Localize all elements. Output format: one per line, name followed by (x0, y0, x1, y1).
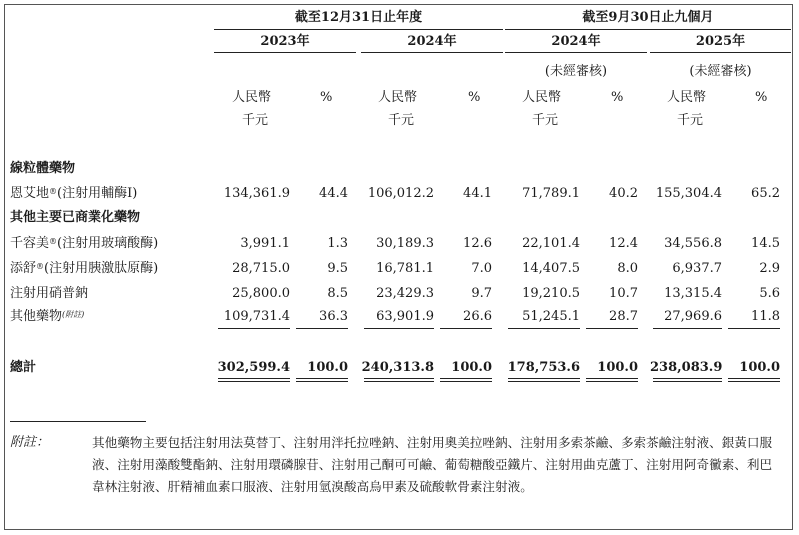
total-rule (508, 381, 580, 382)
cell-value: 28.7 (609, 309, 638, 324)
total-value: 302,599.4 (217, 360, 290, 375)
section-title: 線粒體藥物 (10, 161, 76, 176)
cell-value: 5.6 (759, 286, 780, 301)
group1-rule (214, 29, 503, 30)
unit-thousand: 千元 (677, 113, 704, 128)
cell-value: 8.0 (617, 261, 638, 276)
cell-value: 71,789.1 (522, 186, 580, 201)
unit-rmb: 人民幣 (522, 90, 562, 105)
cell-value: 30,189.3 (376, 236, 434, 251)
header-group-year-ended: 截至12月31日止年度 (294, 10, 423, 25)
total-rule (440, 381, 492, 382)
unit-rmb: 人民幣 (378, 90, 418, 105)
cell-value: 12.4 (609, 236, 638, 251)
total-value: 238,083.9 (650, 360, 723, 375)
cell-value: 14.5 (751, 236, 780, 251)
subtotal-rule (218, 328, 290, 329)
unit-rmb: 人民幣 (667, 90, 707, 105)
cell-value: 26.6 (463, 309, 492, 324)
cell-value: 9.5 (327, 261, 348, 276)
cell-value: 13,315.4 (664, 286, 722, 301)
total-rule (364, 378, 434, 379)
unit-percent: % (468, 90, 481, 105)
cell-value: 40.2 (609, 186, 638, 201)
row-label: 恩艾地®(注射用輔酶I) (10, 186, 138, 201)
total-value: 178,753.6 (507, 360, 580, 375)
total-rule (653, 381, 722, 382)
total-rule (728, 381, 780, 382)
total-rule (508, 378, 580, 379)
cell-value: 1.3 (327, 236, 348, 251)
cell-value: 25,800.0 (232, 286, 290, 301)
subtotal-rule (296, 328, 348, 329)
year-header: 2025年 (695, 34, 746, 49)
group2-rule (505, 29, 791, 30)
note-label: 附註： (10, 435, 50, 450)
unit-percent: % (320, 90, 333, 105)
footnote-separator (10, 421, 146, 422)
total-value: 100.0 (307, 360, 348, 375)
cell-value: 12.6 (463, 236, 492, 251)
year-header: 2023年 (260, 34, 310, 49)
subtotal-rule (728, 328, 780, 329)
cell-value: 44.4 (319, 186, 348, 201)
cell-value: 109,731.4 (223, 309, 290, 324)
row-label: 添舒®(注射用胰激肽原酶) (10, 261, 159, 276)
year-rule (650, 52, 791, 53)
total-rule (218, 381, 290, 382)
subtotal-rule (653, 328, 722, 329)
total-rule (296, 381, 348, 382)
subtotal-rule (586, 328, 638, 329)
year-header: 2024年 (551, 34, 601, 49)
cell-value: 155,304.4 (655, 186, 722, 201)
subtotal-rule (440, 328, 492, 329)
cell-value: 6,937.7 (672, 261, 722, 276)
note-text: 其他藥物主要包括注射用法莫替丁、注射用泮托拉唑鈉、注射用奧美拉唑鈉、注射用多索茶鹼、多索茶鹼注射液、銀黃口服液、注射用藻酸雙酯鈉、注射用環磷腺苷、注射用己酮可可鹼、葡萄糖酸亞鐵片、注射用曲克蘆丁、注射用阿奇黴素、利巴韋林注射液、肝精補血素口服液、注射用氫溴酸高烏甲素及硫酸軟骨素注射液。 (92, 435, 773, 494)
cell-value: 2.9 (759, 261, 780, 276)
unit-thousand: 千元 (388, 113, 415, 128)
unit-thousand: 千元 (532, 113, 559, 128)
cell-value: 23,429.3 (376, 286, 434, 301)
total-rule (218, 378, 290, 379)
total-value: 100.0 (597, 360, 638, 375)
cell-value: 44.1 (463, 186, 492, 201)
unit-thousand: 千元 (242, 113, 269, 128)
total-rule (440, 378, 492, 379)
cell-value: 134,361.9 (223, 186, 290, 201)
cell-value: 3,991.1 (240, 236, 290, 251)
total-rule (296, 378, 348, 379)
cell-value: 28,715.0 (232, 261, 290, 276)
cell-value: 51,245.1 (522, 309, 580, 324)
cell-value: 14,407.5 (522, 261, 580, 276)
cell-value: 65.2 (751, 186, 780, 201)
cell-value: 22,101.4 (522, 236, 580, 251)
cell-value: 16,781.1 (376, 261, 434, 276)
cell-value: 9.7 (471, 286, 492, 301)
total-label: 總計 (10, 360, 37, 375)
row-label: 注射用硝普鈉 (10, 286, 89, 301)
cell-value: 36.3 (319, 309, 348, 324)
unaudited-label: (未經審核) (689, 64, 752, 79)
unit-rmb: 人民幣 (232, 90, 272, 105)
unit-percent: % (755, 90, 768, 105)
unit-percent: % (611, 90, 624, 105)
total-value: 240,313.8 (361, 360, 434, 375)
subtotal-rule (508, 328, 580, 329)
cell-value: 19,210.5 (522, 286, 580, 301)
total-rule (364, 381, 434, 382)
total-rule (728, 378, 780, 379)
cell-value: 11.8 (751, 309, 780, 324)
header-group-nine-months: 截至9月30日止九個月 (582, 10, 714, 25)
year-rule (505, 52, 647, 53)
row-label: 千容美®(注射用玻璃酸酶) (10, 236, 159, 251)
cell-value: 63,901.9 (376, 309, 434, 324)
year-header: 2024年 (407, 34, 457, 49)
total-rule (653, 378, 722, 379)
cell-value: 7.0 (471, 261, 492, 276)
total-rule (586, 378, 638, 379)
total-rule (586, 381, 638, 382)
cell-value: 106,012.2 (367, 186, 434, 201)
year-rule (361, 52, 503, 53)
cell-value: 10.7 (609, 286, 638, 301)
unaudited-label: (未經審核) (544, 64, 608, 79)
total-value: 100.0 (739, 360, 780, 375)
section-title: 其他主要已商業化藥物 (10, 210, 141, 225)
cell-value: 27,969.6 (664, 309, 722, 324)
year-rule (214, 52, 356, 53)
cell-value: 8.5 (327, 286, 348, 301)
subtotal-rule (364, 328, 434, 329)
cell-value: 34,556.8 (664, 236, 722, 251)
row-label: 其他藥物$^{(附註)}$ (10, 309, 85, 324)
total-value: 100.0 (451, 360, 492, 375)
